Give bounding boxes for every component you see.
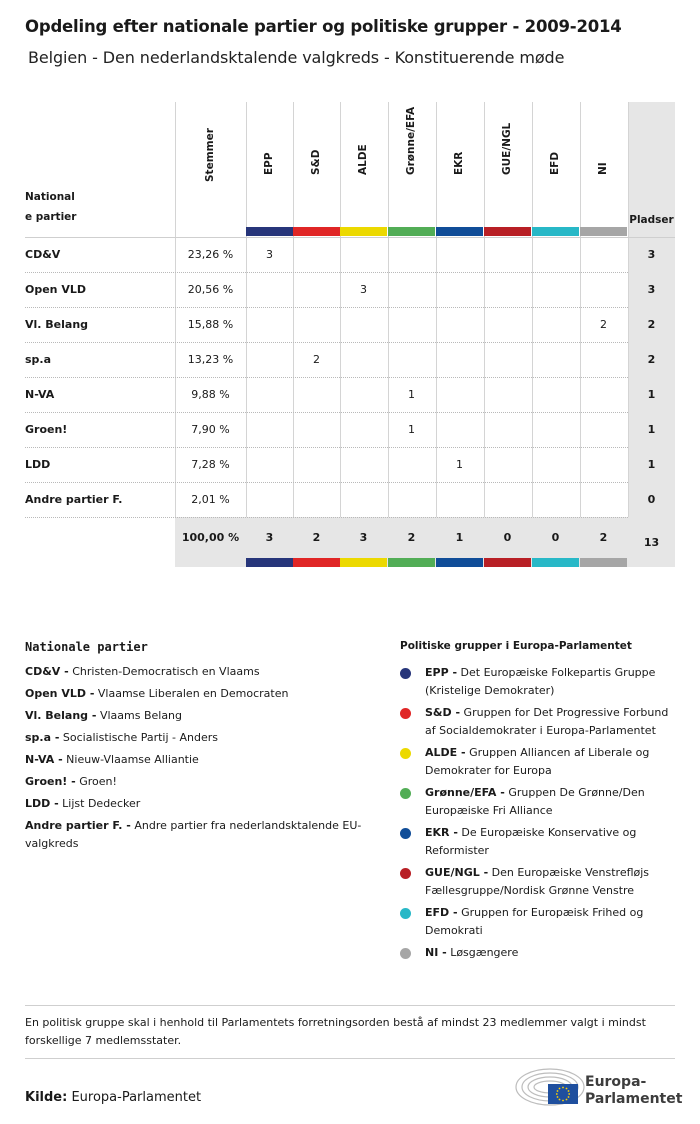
legend-national-item [25,773,375,791]
table-cell-seats: 2 [313,353,320,366]
legend-text: Groen! [79,775,117,788]
group-color-bar-bottom [246,558,293,567]
group-color-bar-bottom [293,558,340,567]
table-row-total-seats: 3 [647,248,656,261]
header-group-efd: EFD [548,151,561,175]
page-subtitle: Belgien - Den nederlandsktalende valgkreds - Konstituerende møde [28,48,565,67]
legend-abbr: CD&V - [25,665,69,678]
legend-group-item [400,944,680,962]
divider [25,1058,675,1059]
table-row-party: Andre partier F. [25,493,123,506]
totals-group-seats: 1 [455,531,464,544]
legend-group-item [400,904,680,940]
legend-group-item [400,744,680,780]
row-divider [25,307,628,308]
group-color-bar-bottom [580,558,627,567]
table-cell-seats: 3 [360,283,367,296]
legend-text: Gruppen De Grønne/Den Europæiske Fri Alliance [425,786,645,817]
legend-abbr: LDD - [25,797,59,810]
table-row-votes: 23,26 % [187,248,234,261]
legend-text: Løsgængere [450,946,519,959]
group-color-dot-icon [400,748,411,759]
totals-group-seats: 0 [551,531,560,544]
table-cell-seats: 1 [408,423,415,436]
logo-text [585,1074,682,1108]
legend-text: Gruppen for Det Progressive Forbund af Socialdemokrater i Europa-Parlamentet [425,706,669,737]
table-row-votes: 13,23 % [187,353,234,366]
table-cell-seats: 3 [266,248,273,261]
legend-abbr: N-VA - [25,753,63,766]
legend-group-item [400,864,680,900]
group-color-dot-icon [400,788,411,799]
table-row-party: N-VA [25,388,55,401]
legend-abbr: NI - [425,946,447,959]
table-row-votes: 20,56 % [187,283,234,296]
table-row-votes: 7,90 % [191,423,230,436]
group-color-bar [293,227,340,236]
group-color-bar-bottom [484,558,531,567]
group-color-bar-bottom [532,558,579,567]
legend-text: Nieuw-Vlaamse Alliantie [66,753,199,766]
column-divider [293,102,294,517]
header-group-ekr: EKR [452,151,465,175]
row-divider [25,412,628,413]
column-divider [532,102,533,517]
table-row-party: CD&V [25,248,61,261]
totals-seats: 13 [643,535,660,549]
legend-abbr: sp.a - [25,731,60,744]
group-color-bar [340,227,387,236]
legend-abbr: Andre partier F. - [25,819,131,832]
group-color-bar [388,227,435,236]
legend-text: Vlaams Belang [99,709,183,722]
legend-abbr: EKR - [425,826,458,839]
table-row-total-seats: 0 [647,493,656,506]
group-color-bar [436,227,483,236]
table-row-total-seats: 2 [647,353,656,366]
table-row-party: sp.a [25,353,52,366]
group-color-bar [532,227,579,236]
legend-political-groups [400,640,680,966]
legend-national-item [25,663,375,681]
row-divider [25,447,628,448]
legend-national-item [25,707,375,725]
totals-group-seats: 2 [312,531,321,544]
legend-text: Gruppen Alliancen af Liberale og Demokrater for Europa [425,746,650,777]
table-row-votes: 15,88 % [187,318,234,331]
group-color-dot-icon [400,828,411,839]
legend-text: Den Europæiske Venstrefløjs Fællesgruppe/Nordisk Grønne Venstre [425,866,650,897]
legend-text: Christen-Democratisch en Vlaams [72,665,260,678]
header-group-sd: S&D [309,149,322,175]
footnote: En politisk gruppe skal i henhold til Parlamentets forretningsorden bestå af mindst 23 medlemmer valgt i mindst forskellige 7 medlemsstater. [25,1016,646,1047]
group-color-dot-icon [400,708,411,719]
group-color-bar [484,227,531,236]
header-group-grnneefa: Grønne/EFA [404,106,417,175]
table-row-total-seats: 1 [647,423,656,436]
legend-text: De Europæiske Konservative og Reformister [425,826,637,857]
group-color-dot-icon [400,948,411,959]
legend-abbr: Vl. Belang - [25,709,97,722]
logo-line-1: Europa- [585,1074,647,1090]
header-seats: Pladser [629,214,674,226]
legend-national-item [25,685,375,703]
legend-abbr: Open VLD - [25,687,95,700]
header-group-epp: EPP [262,152,275,175]
column-divider [246,102,247,517]
table-row-total-seats: 1 [647,388,656,401]
header-votes: Stemmer [203,128,216,182]
legend-text: Vlaamse Liberalen en Democraten [97,687,289,700]
legend-abbr: Grønne/EFA - [425,786,505,799]
row-divider [25,377,628,378]
table-cell-seats: 1 [456,458,463,471]
table-row-votes: 2,01 % [191,493,230,506]
table-row-total-seats: 1 [647,458,656,471]
column-divider [484,102,485,517]
totals-group-seats: 3 [265,531,274,544]
legend-text: Gruppen for Europæisk Frihed og Demokrati [425,906,644,937]
header-rule [25,237,675,238]
totals-group-seats: 3 [359,531,368,544]
group-color-bar [580,227,627,236]
legend-abbr: GUE/NGL - [425,866,489,879]
table-cell-seats: 2 [600,318,607,331]
totals-group-seats: 2 [407,531,416,544]
totals-votes: 100,00 % [181,531,240,544]
legend-abbr: EFD - [425,906,458,919]
table-row-party: Vl. Belang [25,318,89,331]
legend-national-item [25,729,375,747]
table-row-party: Open VLD [25,283,86,296]
source-value: Europa-Parlamentet [71,1090,202,1105]
legend-abbr: EPP - [425,666,458,679]
legend-text: Det Europæiske Folkepartis Gruppe (Kristelige Demokrater) [425,666,656,697]
header-group-alde: ALDE [356,144,369,175]
legend-abbr: ALDE - [425,746,466,759]
legend-group-item [400,664,680,700]
legend-national-item [25,817,375,853]
legend-text: Andre partier fra nederlandsktalende EU-valgkreds [25,819,362,850]
table-row-party: LDD [25,458,51,471]
legend-group-item [400,824,680,860]
source-line [25,1090,201,1105]
table-row-party: Groen! [25,423,68,436]
legend-group-item [400,784,680,820]
legend-national-item [25,751,375,769]
group-color-dot-icon [400,908,411,919]
legend-group-item [400,704,680,740]
logo-line-2: Parlamentet [585,1091,683,1107]
header-national-parties: National e partier [25,191,77,223]
group-color-bar-bottom [340,558,387,567]
group-color-bar [246,227,293,236]
column-divider [340,102,341,517]
header-group-guengl: GUE/NGL [500,122,513,175]
page-title: Opdeling efter nationale partier og politiske grupper - 2009-2014 [25,17,622,36]
table-row-votes: 9,88 % [191,388,230,401]
table-row-total-seats: 2 [647,318,656,331]
row-divider [25,272,628,273]
group-color-dot-icon [400,868,411,879]
legend-national-title: Nationale partier [25,640,148,654]
legend-national-parties [25,640,375,857]
table-row-votes: 7,28 % [191,458,230,471]
source-label: Kilde: [25,1090,68,1105]
legend-national-item [25,795,375,813]
group-color-bar-bottom [436,558,483,567]
totals-group-seats: 2 [599,531,608,544]
legend-groups-title: Politiske grupper i Europa-Parlamentet [400,640,632,652]
divider [25,1005,675,1006]
totals-group-seats: 0 [503,531,512,544]
table-row-total-seats: 3 [647,283,656,296]
header-group-ni: NI [596,162,609,175]
table-cell-seats: 1 [408,388,415,401]
legend-abbr: S&D - [425,706,461,719]
group-color-bar-bottom [388,558,435,567]
group-color-dot-icon [400,668,411,679]
legend-text: Lijst Dedecker [62,797,141,810]
legend-text: Socialistische Partij - Anders [62,731,218,744]
legend-abbr: Groen! - [25,775,76,788]
column-divider [388,102,389,517]
